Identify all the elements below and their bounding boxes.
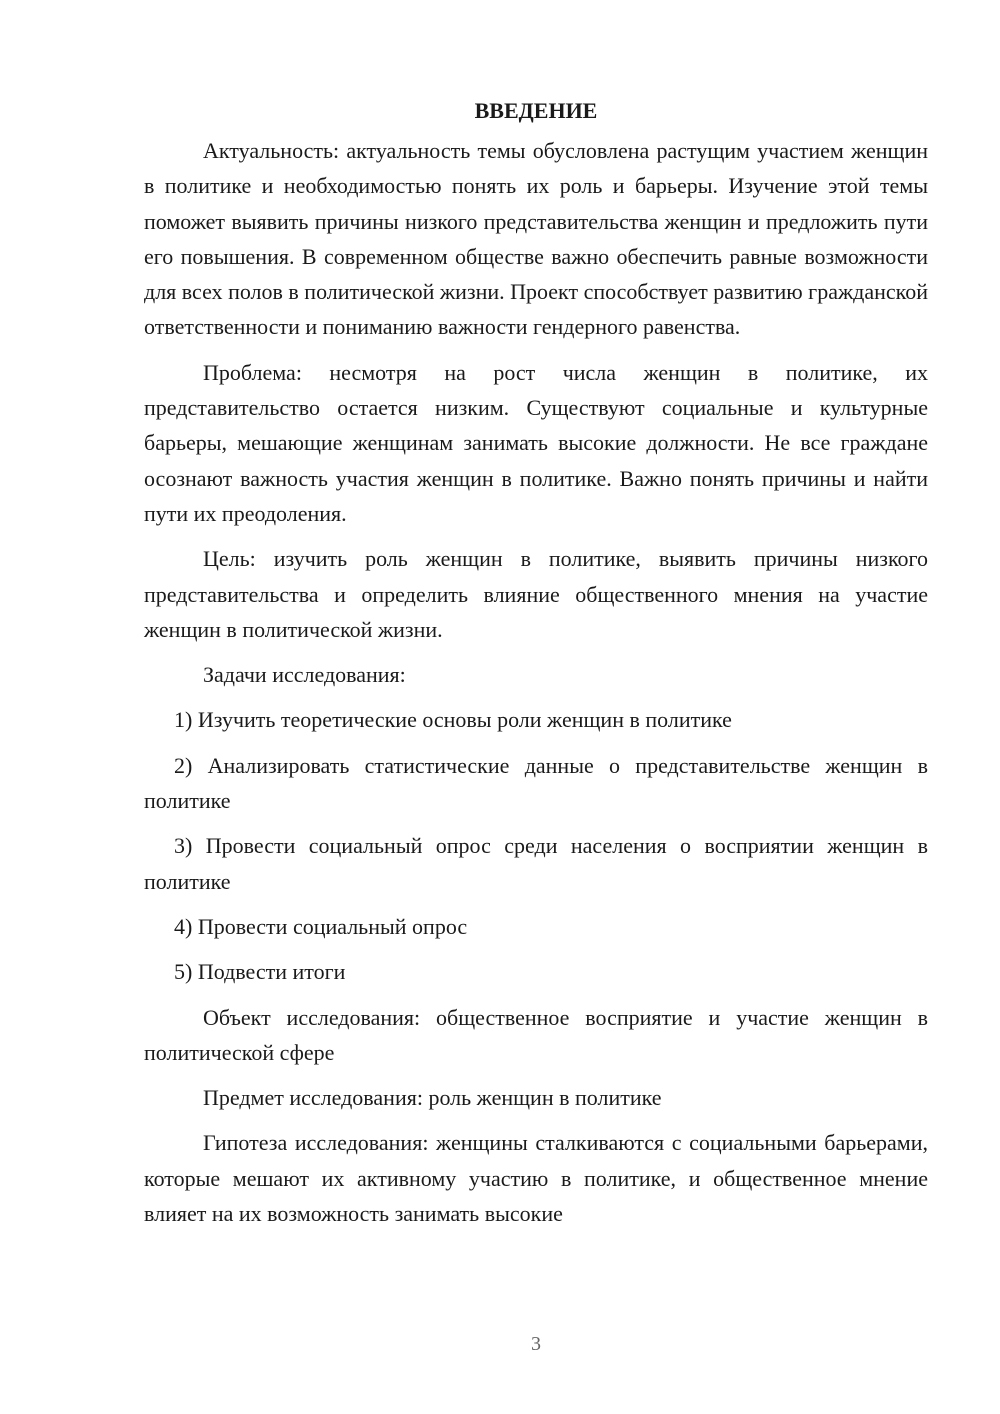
paragraph-problem: Проблема: несмотря на рост числа женщин в политике, их представительство остается низким. Существуют социальные и культурные барьеры, мешающие женщинам занимать высокие должности. Не все граждане осознают важность участия женщин в политике. Важно понять причины и найти пути их преодоления. bbox=[144, 359, 928, 526]
paragraph-subject: Предмет исследования: роль женщин в политике bbox=[203, 1085, 662, 1111]
list-item: 4) Провести социальный опрос bbox=[174, 913, 468, 939]
paragraph-relevance: Актуальность: актуальность темы обусловлена растущим участием женщин в политике и необходимостью понять их роль и барьеры. Изучение этой темы поможет выявить причины низкого представительства женщин и предложить пути его повышения. В современном обществе важно обеспечить равные возможности для всех полов в политической жизни. Проект способствует развитию гражданской ответственности и пониманию важности гендерного равенства. bbox=[144, 138, 928, 340]
list-item: 5) Подвести итоги bbox=[174, 959, 346, 985]
list-item: 2) Анализировать статистические данные о представительстве женщин в политике bbox=[144, 752, 928, 814]
paragraph-goal: Цель: изучить роль женщин в политике, выявить причины низкого представительства и определить влияние общественного мнения на участие женщин в политической жизни. bbox=[144, 546, 928, 642]
paragraph-hypothesis: Гипотеза исследования: женщины сталкиваются с социальными барьерами, которые мешают их активному участию в политике, и общественное мнение влияет на их возможность занимать высокие bbox=[144, 1130, 928, 1227]
paragraph-object: Объект исследования: общественное восприятие и участие женщин в политической сфере bbox=[144, 1004, 928, 1065]
page-number: 3 bbox=[531, 1333, 541, 1355]
section-heading: ВВЕДЕНИЕ bbox=[474, 98, 598, 123]
paragraph-tasks-title: Задачи исследования: bbox=[203, 662, 406, 688]
list-item: 3) Провести социальный опрос среди населения о восприятии женщин в политике bbox=[144, 833, 928, 894]
document-body bbox=[144, 93, 928, 1241]
list-item: 1) Изучить теоретические основы роли женщин в политике bbox=[174, 707, 732, 733]
